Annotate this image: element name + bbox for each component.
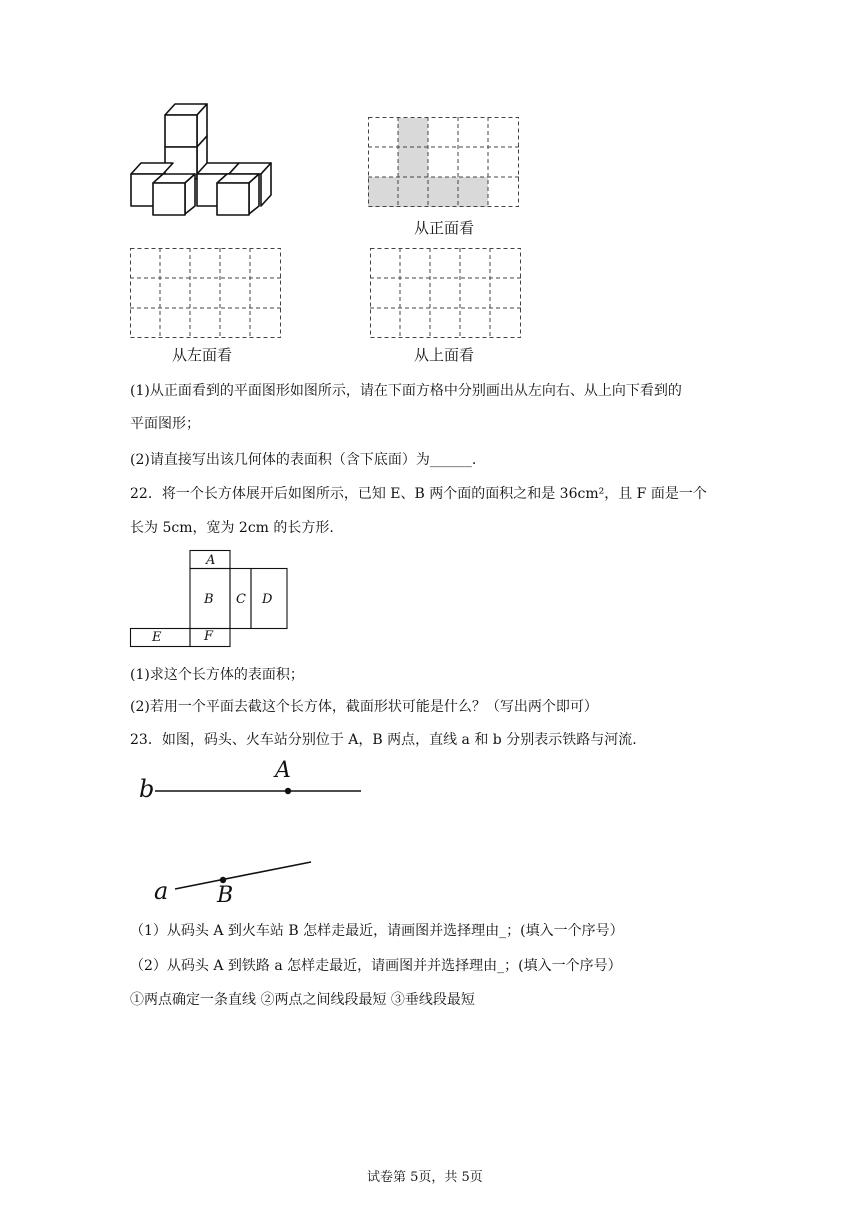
page-footer: 试卷第 5页，共 5页 [367, 1170, 483, 1185]
point-b-label: B [217, 883, 234, 908]
left-view-grid [130, 248, 282, 338]
q21-part1-line2: 平面图形； [130, 416, 200, 432]
q21-part1-line1: (1)从正面看到的平面图形如图所示，请在下面方格中分别画出从左向右、从上向下看到的 [130, 383, 682, 399]
line-b-label: b [139, 775, 155, 803]
net-label-a: A [206, 553, 216, 568]
q22-part2: (2)若用一个平面去截这个长方体，截面形状可能是什么？（写出两个即可） [130, 699, 598, 715]
q23-part1: （1）从码头 A 到火车站 B 怎样走最近，请画图并选择理由_；(填入一个序号） [130, 923, 624, 939]
caption-left-view: 从左面看 [172, 346, 233, 364]
net-label-d: D [262, 592, 273, 607]
river-railway-figure [135, 760, 365, 910]
q22-stem-line1: 22．将一个长方体展开后如图所示，已知 E、B 两个面的面积之和是 36cm²，且 F 面是一个 [130, 486, 707, 502]
q23-options: ①两点确定一条直线 ②两点之间线段最短 ③垂线段最短 [130, 992, 475, 1008]
net-label-c: C [236, 592, 246, 607]
net-label-e: E [152, 630, 162, 645]
q22-part1: (1)求这个长方体的表面积； [130, 667, 304, 683]
caption-front-view: 从正面看 [414, 219, 475, 237]
front-view-grid [368, 117, 520, 207]
point-a-label: A [275, 758, 291, 783]
q23-stem: 23．如图，码头、火车站分别位于 A，B 两点，直线 a 和 b 分别表示铁路与河流. [130, 732, 637, 748]
line-a-label: a [154, 877, 169, 905]
q23-part2: （2）从码头 A 到铁路 a 怎样走最近，请画图并并选择理由_；(填入一个序号） [130, 958, 622, 974]
cube-solid-figure [125, 100, 275, 220]
caption-top-view: 从上面看 [414, 346, 475, 364]
top-view-grid [370, 248, 522, 338]
q21-part2: (2)请直接写出该几何体的表面积（含下底面）为______. [130, 452, 477, 468]
net-label-f: F [204, 629, 214, 644]
q22-stem-line2: 长为 5cm，宽为 2cm 的长方形. [130, 520, 334, 536]
net-label-b: B [204, 592, 214, 607]
